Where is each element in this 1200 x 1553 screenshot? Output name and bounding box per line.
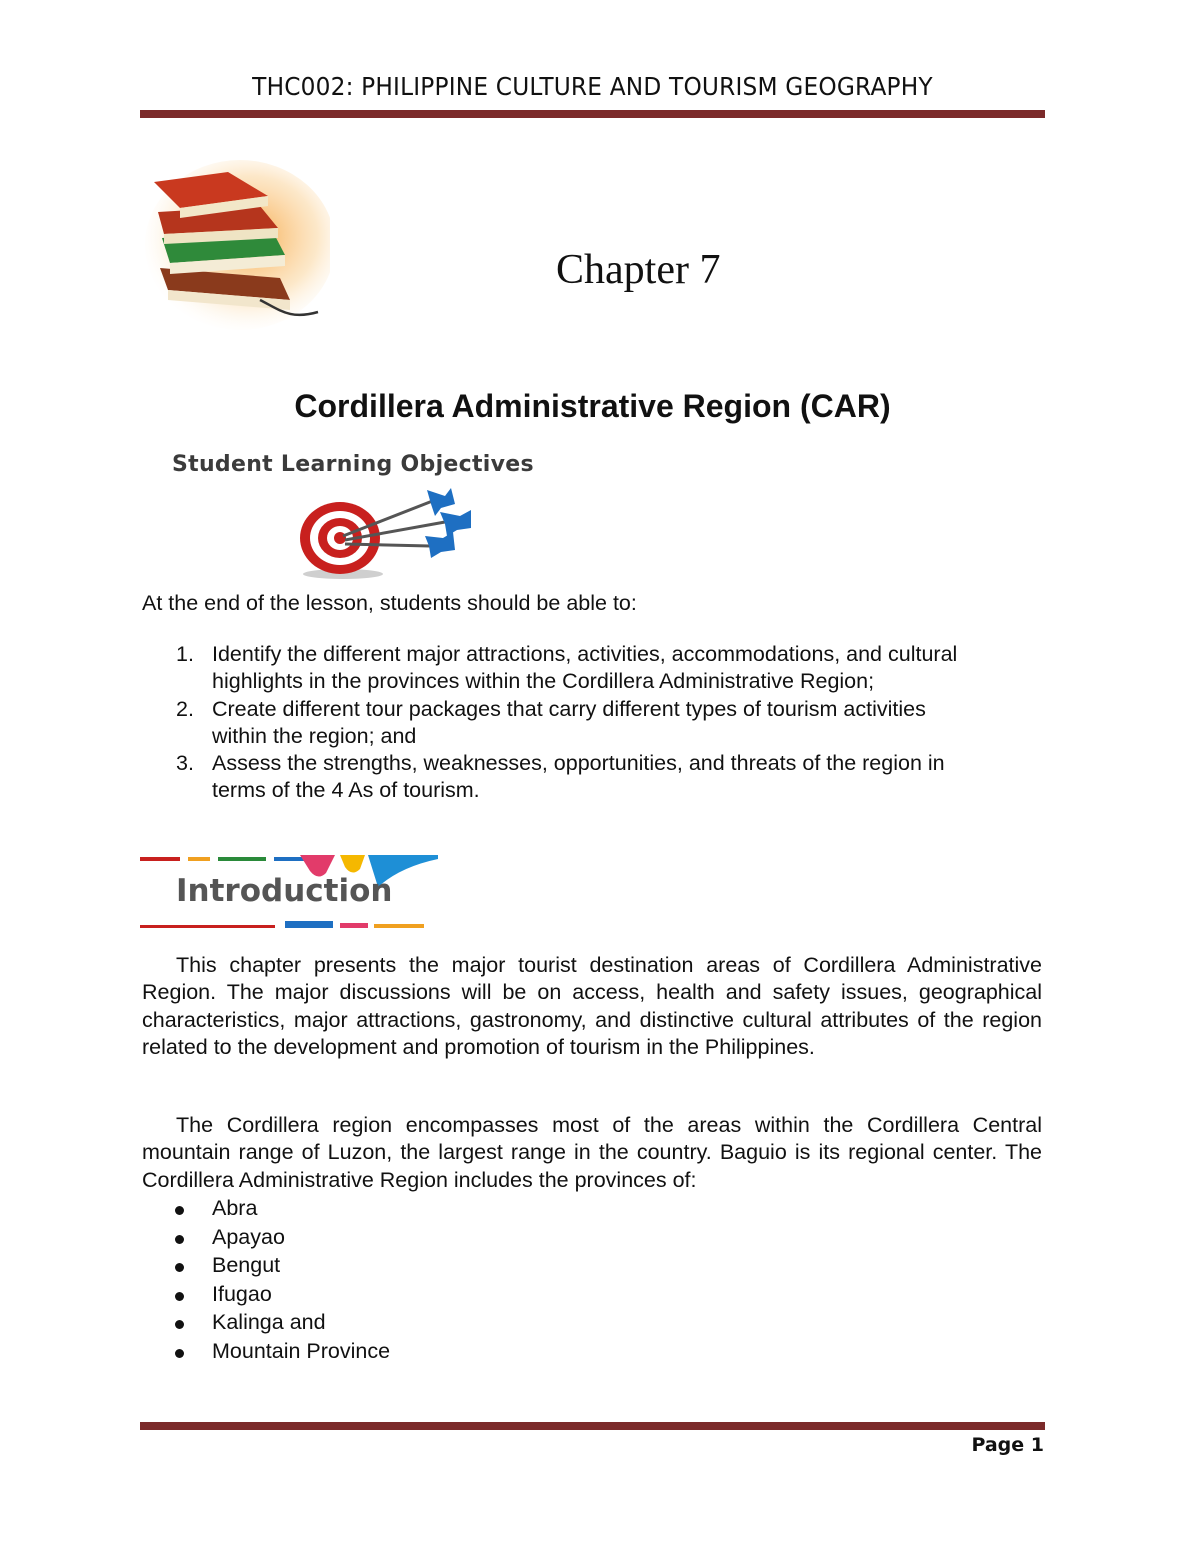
introduction-paragraph-1 [142,952,1042,1061]
bullet-icon [175,1235,184,1244]
course-header-title: THC002: PHILIPPINE CULTURE AND TOURISM GEOGRAPHY [252,72,933,101]
province-name: Mountain Province [212,1338,391,1363]
province-name: Abra [212,1196,258,1220]
objective-item [142,641,1047,696]
province-name: Ifugao [212,1281,272,1306]
bullet-icon [175,1206,184,1215]
books-illustration [140,160,330,335]
objective-number: 2. [176,696,194,721]
introduction-paragraph-2 [142,1112,1042,1194]
header-rule [140,110,1045,118]
bullet-icon [175,1320,184,1329]
objective-line: Identify the different major attractions, activities, accommodations, and cultural [212,642,958,666]
objective-line: Create different tour packages that carry different types of tourism activities [212,696,926,721]
objective-number: 1. [176,642,194,666]
paragraph-text: This chapter presents the major tourist destination areas of Cordillera Administrative Region. The major discussions will be on access, health and safety issues, geographical characteristics, major attractions, gastronomy, and distinctive cultural attributes of the region related to the development and promotion of tourism in the Philippines. [142,953,1042,1059]
province-name: Bengut [212,1253,281,1278]
objective-line: within the region; and [212,723,417,748]
objective-item [142,696,1047,751]
bullet-icon [175,1292,184,1301]
page-number: Page 1 [971,1434,1044,1456]
bullet-icon [175,1263,184,1272]
objective-line: Assess the strengths, weaknesses, opportunities, and threats of the region in [212,751,945,776]
objective-line: terms of the 4 As of tourism. [212,778,480,803]
objective-item [142,750,1047,805]
province-item [142,1309,390,1338]
footer-rule [140,1422,1045,1430]
bullet-icon [175,1349,184,1358]
objectives-list [142,641,1047,805]
objectives-intro: At the end of the lesson, students should be able to: [142,591,637,615]
objective-number: 3. [176,751,194,776]
region-title: Cordillera Administrative Region (CAR) [294,388,891,424]
paragraph-text: The Cordillera region encompasses most of the areas within the Cordillera Central mountain range of Luzon, the largest range in the country. Baguio is its regional center. The Cordillera Administrative Region includes the provinces of: [142,1113,1042,1192]
provinces-list [142,1195,390,1367]
province-item [142,1252,390,1281]
province-item [142,1224,390,1253]
province-name: Kalinga and [212,1310,326,1335]
objective-line: highlights in the provinces within the Cordillera Administrative Region; [212,669,875,694]
province-item [142,1281,390,1310]
introduction-banner: Introduction [176,873,393,909]
objectives-banner: Student Learning Objectives [172,452,534,477]
chapter-label: Chapter 7 [556,247,721,293]
province-name: Apayao [212,1224,285,1249]
province-item [142,1195,390,1224]
target-icon [295,486,480,581]
province-item [142,1338,390,1367]
